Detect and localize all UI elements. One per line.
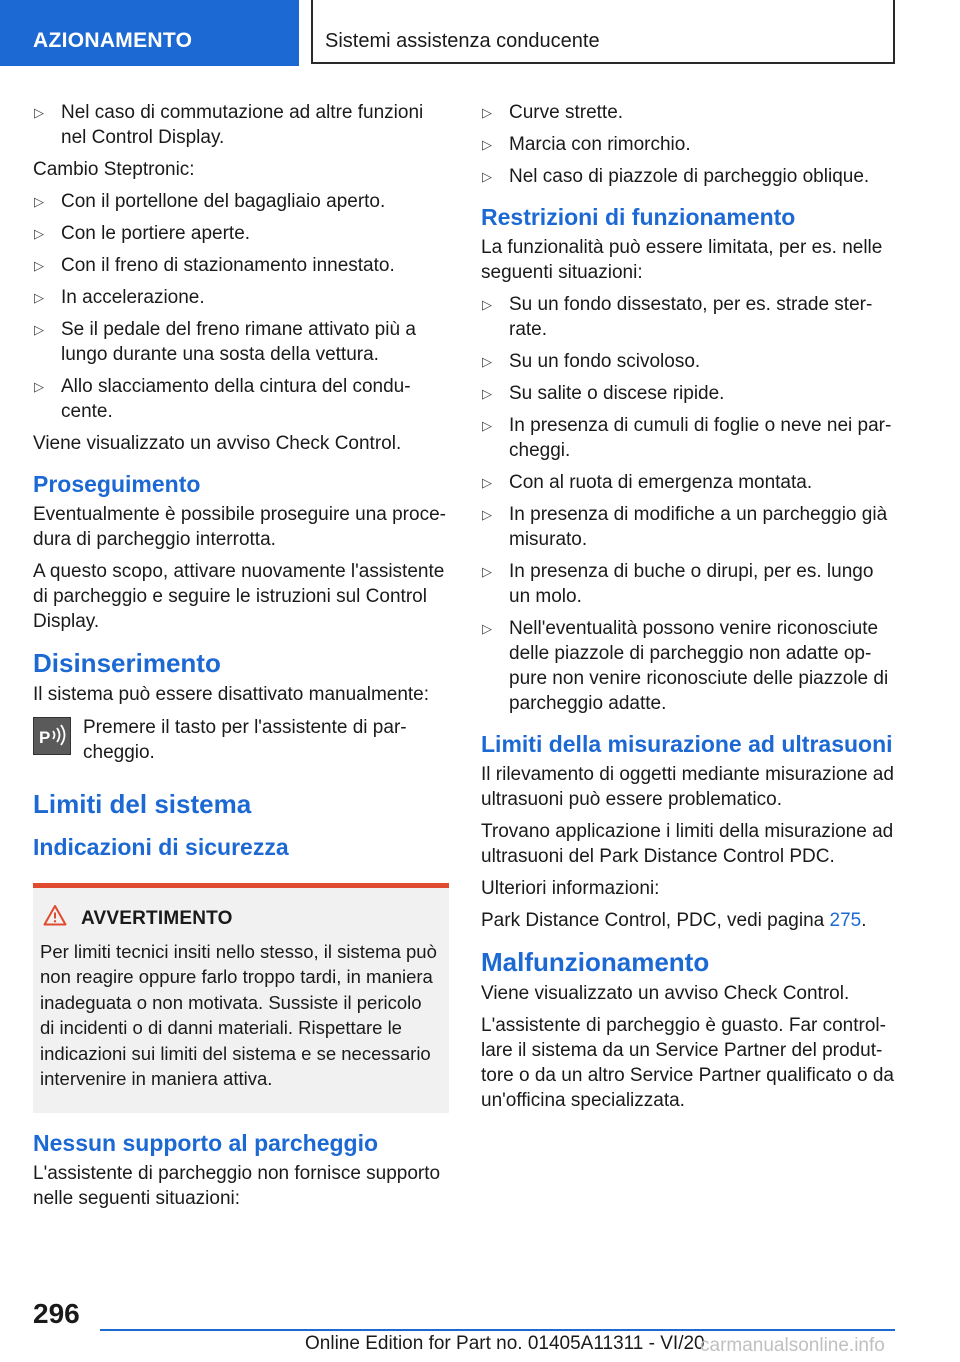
- heading-nessun-supporto: Nessun supporto al parcheggio: [33, 1129, 379, 1156]
- list-item-text: Curve strette.: [509, 102, 624, 123]
- list-item: [481, 502, 897, 552]
- bullet-triangle-icon: ▷: [482, 105, 492, 120]
- section-tab[interactable]: AZIONAMENTO: [0, 0, 299, 66]
- bullet-triangle-icon: ▷: [34, 290, 44, 305]
- bullet-triangle-icon: ▷: [34, 226, 44, 241]
- chapter-title: Sistemi assistenza conducente: [311, 0, 895, 64]
- list-item-text: In presenza di cumuli di foglie o neve nei parcheggi.: [509, 415, 892, 461]
- paragraph: Ulteriori informazioni:: [481, 878, 660, 899]
- page-header: [0, 0, 960, 66]
- paragraph: La funzionalità può essere limitata, per es. nelle seguenti situazioni:: [481, 237, 883, 283]
- edition-text: Online Edition for Part no. 01405A11311 - VI/20: [305, 1333, 705, 1354]
- warning-body: Per limiti tecnici insiti nello stesso, il sistema può non reagire oppure farlo troppo tardi, in maniera inadeguata o non motivata. Sussiste il pericolo di incidenti o di danni materiali. Rispettare le indicazioni sui limiti del sistema e se necessario intervenire in maniera attiva.: [40, 940, 437, 1089]
- bullet-triangle-icon: ▷: [482, 169, 492, 184]
- list-item: [481, 470, 897, 495]
- paragraph: Eventualmente è possibile proseguire una procedura di parcheggio interrotta.: [33, 504, 446, 550]
- bullet-list: [481, 292, 897, 716]
- page-link[interactable]: 275: [829, 910, 862, 931]
- bullet-triangle-icon: ▷: [34, 258, 44, 273]
- heading-disinserimento: Disinserimento: [33, 648, 221, 678]
- left-column: [33, 100, 449, 1218]
- list-item-text: Con il portellone del bagagliaio aperto.: [61, 191, 386, 212]
- list-item: [481, 559, 897, 609]
- bullet-triangle-icon: ▷: [482, 297, 492, 312]
- list-item: [481, 616, 897, 716]
- warning-title: AVVERTIMENTO: [81, 907, 233, 929]
- heading-limiti-sistema: Limiti del sistema: [33, 789, 252, 819]
- heading-malfunzionamento: Malfunzionamento: [481, 947, 710, 977]
- list-item: [33, 285, 449, 310]
- bullet-triangle-icon: ▷: [482, 475, 492, 490]
- list-item-text: Nel caso di piazzole di parcheggio oblique.: [509, 166, 870, 187]
- bullet-triangle-icon: ▷: [34, 105, 44, 120]
- list-item: [481, 132, 897, 157]
- paragraph: Viene visualizzato un avviso Check Control.: [481, 983, 850, 1004]
- warning-header: [40, 904, 441, 933]
- footer-divider: [100, 1329, 895, 1331]
- bullet-triangle-icon: ▷: [482, 354, 492, 369]
- list-item-text: Su un fondo scivoloso.: [509, 351, 701, 372]
- list-item-text: In accelerazione.: [61, 287, 205, 308]
- bullet-triangle-icon: ▷: [482, 621, 492, 636]
- bullet-triangle-icon: ▷: [482, 507, 492, 522]
- paragraph: L'assistente di parcheggio non fornisce supporto nelle seguenti situazioni:: [33, 1162, 441, 1209]
- list-item: [481, 349, 897, 374]
- bullet-triangle-icon: ▷: [34, 379, 44, 394]
- list-item: [33, 221, 449, 246]
- heading-indicazioni: Indicazioni di sicurezza: [33, 834, 289, 860]
- list-item-text: Con le portiere aperte.: [61, 223, 251, 244]
- reference-end: .: [861, 910, 867, 931]
- list-item: [33, 253, 449, 278]
- list-item-text: Nell'eventualità possono venire riconosciute delle piazzole di parcheggio non adatte oppure non venire riconosciute delle piazzole di parcheggio adatte.: [509, 618, 889, 714]
- heading-limiti-misurazione: Limiti della misurazione ad ultrasuoni: [481, 731, 893, 757]
- page-reference: [481, 908, 897, 933]
- bullet-list: [33, 100, 449, 150]
- list-item-text: Con al ruota di emergenza montata.: [509, 472, 813, 493]
- bullet-list: [33, 189, 449, 424]
- paragraph: Il rilevamento di oggetti mediante misurazione ad ultrasuoni può essere problematico.: [481, 764, 894, 810]
- list-item: [481, 164, 897, 189]
- paragraph: Il sistema può essere disattivato manualmente:: [33, 684, 430, 705]
- bullet-triangle-icon: ▷: [482, 564, 492, 579]
- list-item-text: Nel caso di commutazione ad altre funzioni nel Control Display.: [61, 102, 424, 148]
- bullet-triangle-icon: ▷: [34, 194, 44, 209]
- list-item: [481, 413, 897, 463]
- parking-button-instruction: [33, 715, 449, 765]
- warning-box: [33, 883, 449, 1113]
- list-item-text: Con il freno di stazionamento innestato.: [61, 255, 395, 276]
- watermark: carmanualsonline.info: [700, 1335, 885, 1356]
- reference-text: Park Distance Control, PDC, vedi pagina: [481, 910, 830, 931]
- list-item-text: In presenza di modifiche a un parcheggio già misurato.: [509, 504, 888, 550]
- svg-text:P: P: [39, 728, 51, 747]
- list-item-text: In presenza di buche o dirupi, per es. lungo un molo.: [509, 561, 874, 607]
- bullet-triangle-icon: ▷: [482, 418, 492, 433]
- warning-triangle-icon: [43, 904, 67, 933]
- icon-instruction-text: Premere il tasto per l'assistente di parcheggio.: [83, 717, 407, 763]
- list-item-text: Su un fondo dissestato, per es. strade sterrate.: [509, 294, 873, 340]
- list-item: [33, 100, 449, 150]
- check-control-text: Viene visualizzato un avviso Check Control.: [33, 433, 402, 454]
- parking-assistant-button-icon: [33, 717, 71, 755]
- bullet-triangle-icon: ▷: [34, 322, 44, 337]
- list-item: [33, 374, 449, 424]
- list-item-text: Marcia con rimorchio.: [509, 134, 691, 155]
- list-item: [33, 189, 449, 214]
- list-item-text: Se il pedale del freno rimane attivato più a lungo durante una sosta della vettura.: [61, 319, 416, 365]
- list-item: [481, 100, 897, 125]
- right-column: [481, 100, 897, 1120]
- paragraph: A questo scopo, attivare nuovamente l'assistente di parcheggio e seguire le istruzioni sul Control Display.: [33, 561, 445, 632]
- bullet-list: [481, 100, 897, 189]
- list-item-text: Allo slacciamento della cintura del conducente.: [61, 376, 411, 422]
- heading-proseguimento: Proseguimento: [33, 471, 201, 497]
- steptronic-label: Cambio Steptronic:: [33, 159, 195, 180]
- list-item: [33, 317, 449, 367]
- heading-restrizioni: Restrizioni di funzionamento: [481, 204, 796, 230]
- list-item: [481, 292, 897, 342]
- page-number: 296: [33, 1298, 80, 1329]
- bullet-triangle-icon: ▷: [482, 137, 492, 152]
- bullet-triangle-icon: ▷: [482, 386, 492, 401]
- paragraph: L'assistente di parcheggio è guasto. Far controllare il sistema da un Service Partner del produttore o da un altro Service Partner qualificato o da un'officina specializzata.: [481, 1015, 894, 1111]
- list-item: [481, 381, 897, 406]
- list-item-text: Su salite o discese ripide.: [509, 383, 725, 404]
- paragraph: Trovano applicazione i limiti della misurazione ad ultrasuoni del Park Distance Control PDC.: [481, 821, 894, 867]
